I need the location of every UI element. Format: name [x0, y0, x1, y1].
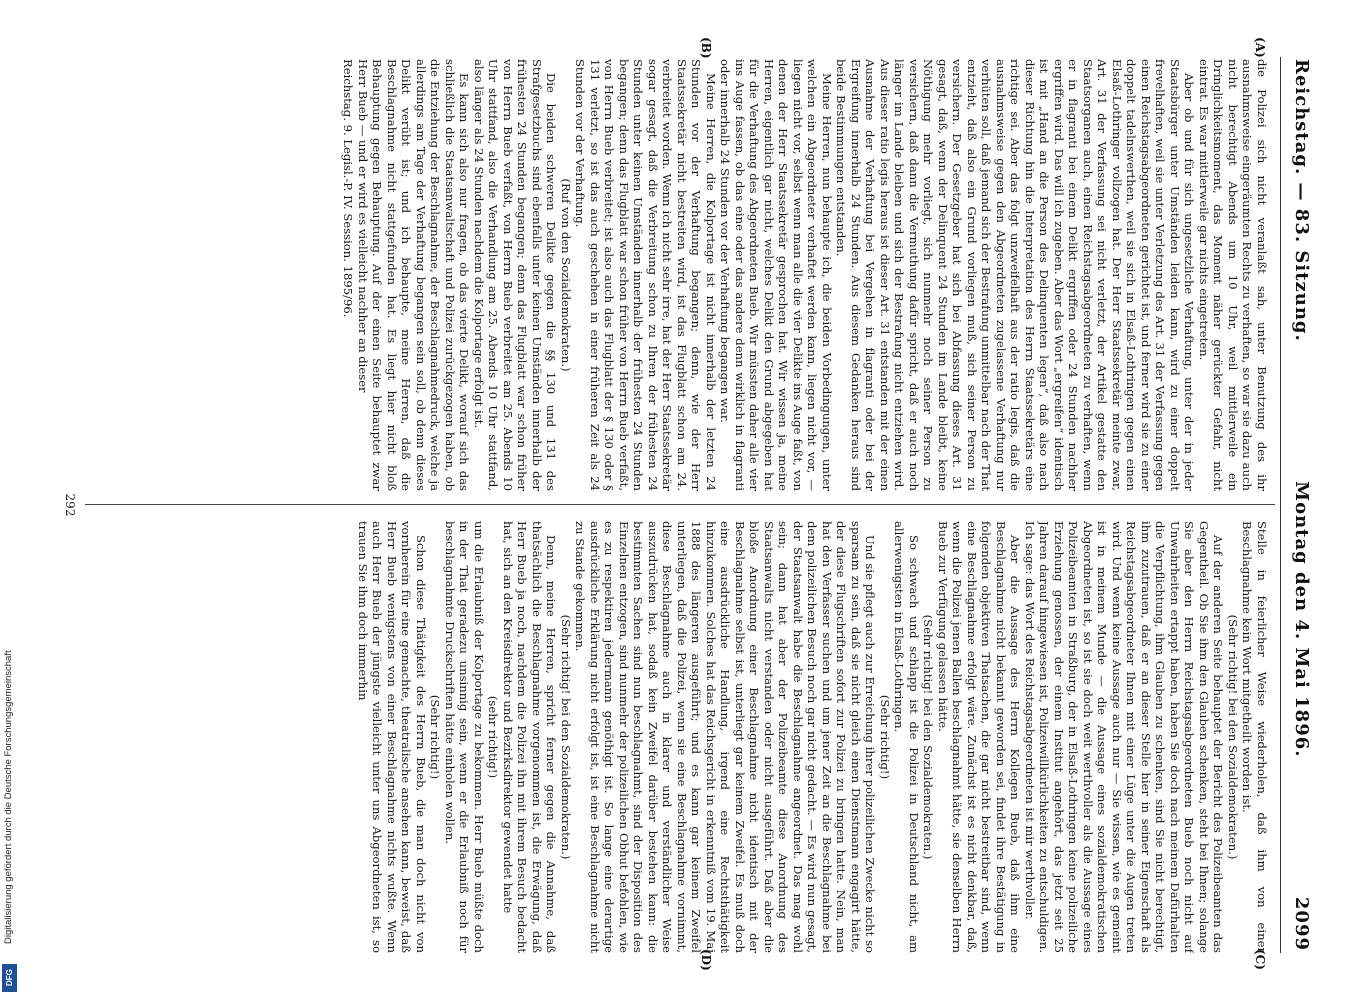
margin-mark-d: (D): [699, 949, 713, 971]
paragraph: Stelle in feierlicher Weise wiederholen, daß ihm von einer Beschlagnahme kein Wort mitgetheilt worden ist.: [1240, 521, 1269, 953]
paragraph: Denn, meine Herren, spricht ferner gegen die Annahme, daß thatsächlich die Beschlagnahme vorgenommen ist, die Erwägung, daß Herr Bueb ja noch, nachdem die Polizei ihn mit ihrem Besuch bedacht hat, sich an den Kreisdirektor und Bezirksdirektor gewendet hatte: [501, 521, 559, 953]
paragraph: Meine Herren, nun behaupte ich, die beiden Vorbedingungen, unter welchen ein Abgeordneter verhaftet werden kann, liegen nicht vor, — liegen nicht vor, selbst wenn man alle die vier Delikte ins Auge faßt, von denen der Herr Staatssekretär gesprochen hat. Wir wissen ja, meine Herren, eigentlich gar nicht, welches Delikt den Grund abgegeben hat für die Verhaftung des Abgeordneten Bueb. Wir müssten daher alle vier ins Auge fassen, ob das eine oder das andere denn wirklich in flagranti oder innerhalb 24 Stunden vor der Verhaftung begangen war.: [718, 59, 834, 491]
margin-mark-a: (A): [1253, 37, 1267, 58]
interjection: (Sehr richtig!): [878, 694, 892, 780]
page-footer-number: 292: [63, 493, 77, 517]
interjection: (Sehr richtig! bei den Sozialdemokraten.): [1226, 614, 1240, 860]
paragraph: Aber die Aussage des Herrn Kollegen Bueb, daß ihm eine Beschlagnahme nicht bekannt geworden sei, findet ihre Bestätigung in folgenden objektiven Thatsachen, die gar nicht bestreitbar sind, wenn eine Beschlagnahme erfolgt wäre. Zunächst ist es nicht denkbar, daß, wenn die Polizei jenen Ballen beschlagnahmt hätte, sie denselben Herrn Bueb zur Verfügung gelassen hätte.: [936, 521, 1023, 953]
margin-mark-c: (C): [1253, 949, 1267, 970]
dfg-funding-note: Digitalisierung gefördert durch die Deutsche Forschungsgemeinschaft: [3, 650, 14, 944]
paragraph: Auf der anderen Seite behauptet der Bericht des Polizeibeamten das Gegentheil. Ob Sie ihm den Glauben schenken, steht bei Ihnen; solange Sie aber den Herrn Reichstagsabgeordneten Bueb noch nicht auf Unwahrheiten ertappt haben, haben Sie doch nach meinem Dafürhalten die Verpflichtung, ihm Glauben zu schenken, sind Sie nicht berechtigt, ihm zuzutrauen, daß er an dieser Stelle hier in seiner Eigenschaft als Reichstagsabgeordneter Ihnen mit einer Lüge unter die Augen treten wird. Und wenn keine Aussage auch nur — Sie wissen, wie es gemeint ist in meinem Munde — die Aussage eines sozialdemokratischen Abgeordneten ist, so ist sie doch weit werthvoller als die Aussage eines Polizeibeamten in Straßburg, der in Elsaß-Lothringen keine polizeiliche Erziehung genossen, der einem Institut angehört, das jetzt seit 25 Jahren darauf hingewiesen ist, Polizeiwillkürlichkeiten zu entschuldigen. Ich sage: das Wort des Reichstagsabgeordneten ist mir werthvoller.: [1023, 521, 1226, 953]
margin-mark-b: (B): [699, 37, 713, 59]
header-session: Reichstag. — 83. Sitzung.: [1291, 59, 1313, 342]
paragraph: Aber ob und für sich ungesetzliche Verhaftung, unter der in jeder Staatsbürger unter Umständen leiden kann, wird zu einer doppelt frevelhaften, weil sie unter Verletzung des Art. 31 der Verfassung gegen einen Reichstagsabgeordneten gerichtet ist, und ferner wird sie zu einer doppelt tadelnswerthen, weil sie sich in Elsaß-Lothringen gegen einen Elsaß-Lothringer vollzogen hat. Der Herr Staatssekretär meinte zwar, Art. 31 der Verfassung sei nicht verletzt, der Artikel gestatte den Staatsorganen auch, einen Reichstagsabgeordneten zu verhaften, wenn er in flagranti bei einem Delikt ergriffen oder 24 Stunden nachher ergriffen wird. Das will ich zugeben. Aber das Wort „ergreifen“ identisch ist mit „Hand an die Person des Delinquenten legen“, daß also nach dieser Richtung hin die Interpretation des Herrn Staatssekretärs eine richtige sei. Aber das folgt unzweifelhaft aus der ratio legis, daß die ausnahmsweise gegen den Abgeordneten zugelassene Verhaftung nur verhüten soll, daß jemand sich der Bestrafung unmittelbar nach der That entzieht, daß also ein Grund vorliegen muß, sich seiner Person zu versichern. Der Gesetzgeber hat sich bei Abfassung dieses Art. 31 gesagt, daß, wenn der Delinquent 24 Stunden im Lande bleibt, keine Nöthigung mehr vorliegt, sich nunmehr noch seiner Person zu versichern, daß dann die Vermuthung dafür spricht, daß er auch noch länger im Lande bleiben und sich der Bestrafung nicht entziehen wird. Aus dieser ratio legis heraus ist dieser Art. 31 entstanden mit der einen Ausnahme der Verhaftung bei Vergehen in flagranti oder bei der Ergreifung innerhalb 24 Stunden. Aus diesem Gedanken heraus sind beide Bestimmungen entstanden.: [834, 59, 1197, 491]
right-text-column: [95, 521, 1269, 953]
header-rule: [1280, 57, 1281, 953]
column-divider: [85, 504, 1275, 505]
interjection: (sehr richtig!): [486, 695, 501, 779]
page-header: [1285, 59, 1319, 951]
paragraph: Schon diese Thätigkeit des Herrn Bueb, die man doch nicht von vornherein für eine gemachte, theatralische ansehen kann, beweist, daß Herr Bueb wenigstens von einer Beschlagnahme nichts wußte. Wenn auch Herr Bueb der jüngste vielleicht unter uns Abgeordneten ist, so trauen Sie ihm doch immerhin: [356, 521, 428, 953]
document-page: [35, 35, 1325, 975]
interjection: (Sehr richtig! bei den Sozialdemokraten.): [921, 614, 936, 860]
paragraph: Und sie pflegt auch zur Erreichung ihrer polizeilichen Zwecke nicht so sparsam zu sein, daß sie nicht gleich einen Dienstmann engagirt hätte, der diese Flugschriften sofort zur Polizei zu bringen hatte. Nein, man hat den Verfasser suchen und um jener Zeit an die Beschlagnahme bei dem polizeilichen Besuch noch gar nicht gedacht. — Es wird nun gesagt, der Staatsanwalt habe die Beschlagnahme angeordnet. Das mag wohl sein; dann hat aber der Polizeibeamte diese Anordnung des Staatsanwalts nicht verstanden oder nicht ausgeführt. Daß aber die bloße Anordnung einer Beschlagnahme nicht identisch mit der Beschlagnahme selbst ist, unterliegt gar keinem Zweifel. Es muß doch eine ausdrückliche Handlung, irgend eine Rechtsthätigkeit hinzukommen. Solches hat das Reichsgericht in erkenntniß vom 19. Mai 1888 des längeren ausgeführt; und es kann gar keinem Zweifel unterliegen, daß die Polizei, wenn sie eine Beschlagnahme vornimmt, diese Beschlagnahme auch in klarer und verständlicher Weise auszudrücken hat, sodaß kein Zweifel darüber bestehen kann: die bestimmten Sachen sind nun beschlagnahmt, sind der Disposition des Einzelnen entzogen, sind nunmehr der polizeilichen Obhut befohlen, wie es zu respektiren jedermann genöthigt ist. So lange eine derartige ausdrückliche Erklärung nicht erfolgt ist, ist eine Beschlagnahme nicht zu Stande gekommen.: [573, 521, 878, 953]
digitization-strip: [0, 0, 20, 1000]
paragraph: um die Erlaubniß der Kolportage zu bekommen. Herr Bueb müßte doch in der That geradezu unsinnig sein, wenn er die Erlaubniß noch für beschlagnahmte Druckschriften hätte einholen wollen.: [443, 521, 486, 953]
paragraph: die Polizei sich nicht veranlaßt sah, unter Benutzung des ihr ausnahmsweise eingeräumten Rechts zu verhaften, so war sie dazu auch nicht berechtigt Abends um 10 Uhr, weil mittlerweile ein Dringlichkeitsmoment, das Moment näher gerückter Gefahr, nicht eintrat. Es war mittlerweile gar nichts eingetreten.: [1197, 59, 1269, 491]
dfg-logo: DFG: [2, 964, 17, 992]
interjection: (Ruf von den Sozialdemokraten.): [559, 178, 573, 372]
header-date: Montag den 4. Mai 1896.: [1291, 481, 1313, 758]
paragraph: Meine Herren, die Kolportage ist nicht innerhalb der letzten 24 Stunden vor der Verhaftung begangen; denn, wie der Herr Staatssekretär nicht bestreiten wird, ist das Flugblatt schon am 24. verbreitet worden. Wenn ich nicht sehr irre, hat der Herr Staatssekretär sogar gesagt, daß die Verbreitung schon zu Ihren der frühesten 24 Stunden unter keinen Umständen innerhalb der frühesten 24 Stunden begangen; denn das Flugblatt war schon früher von Herrn Bueb verfaßt, von Herrn Bueb verbreitet; ist also auch das Flugblatt der § 130 oder § 131 verletzt, so ist das auch geschehen in einer früheren Zeit als 24 Stunden vor der Verhaftung.: [573, 59, 718, 491]
interjection: (Sehr richtig! bei den Sozialdemokraten.): [559, 614, 573, 860]
left-text-column: [95, 59, 1269, 491]
paragraph: So schwach und schlapp ist die Polizei in Deutschland nicht, am allerwenigsten in Elsaß-Lothringen.: [892, 521, 921, 953]
footer-citation: Reichstag. 9. Legisl.-P. IV. Session. 1895/96.: [341, 59, 356, 318]
paragraph: Es kann sich also nur fragen, ob das vierte Delikt, worauf sich das schließlich die Staatsanwaltschaft und Polizei zurückgezogen haben, ob die Entziehung der Beschlagnahme, der Beschlagnahmedruck, welche ja allerdings am Tage der Verhaftung begangen sein soll, ob denn dieses Delikt verübt ist; und ich behaupte, meine Herren, daß die Beschlagnahme nicht stattgefunden hat. Es liegt hier nicht bloß Behauptung gegen Behauptung. Auf der einen Seite behauptet zwar Herr Bueb — und er wird es vielleicht nachher an dieser: [356, 59, 472, 491]
interjection: (Sehr richtig!): [428, 694, 443, 780]
paragraph: Die beiden schweren Delikte gegen die §§ 130 und 131 des Strafgesetzbuchs sind ebenfalls unter keinen Umständen innerhalb der frühesten 24 Stunden begangen; denn das Flugblatt war schon früher von Herrn Bueb verfaßt, von Herrn Bueb verbreitet am 25. Abends 10 Uhr stattfand, also die Verhandlung am 25. Abends 10 Uhr stattfand, also länger als 24 Stunden nachdem die Kolportage erfolgt ist.: [472, 59, 559, 491]
header-page-number: 2099: [1291, 896, 1313, 951]
